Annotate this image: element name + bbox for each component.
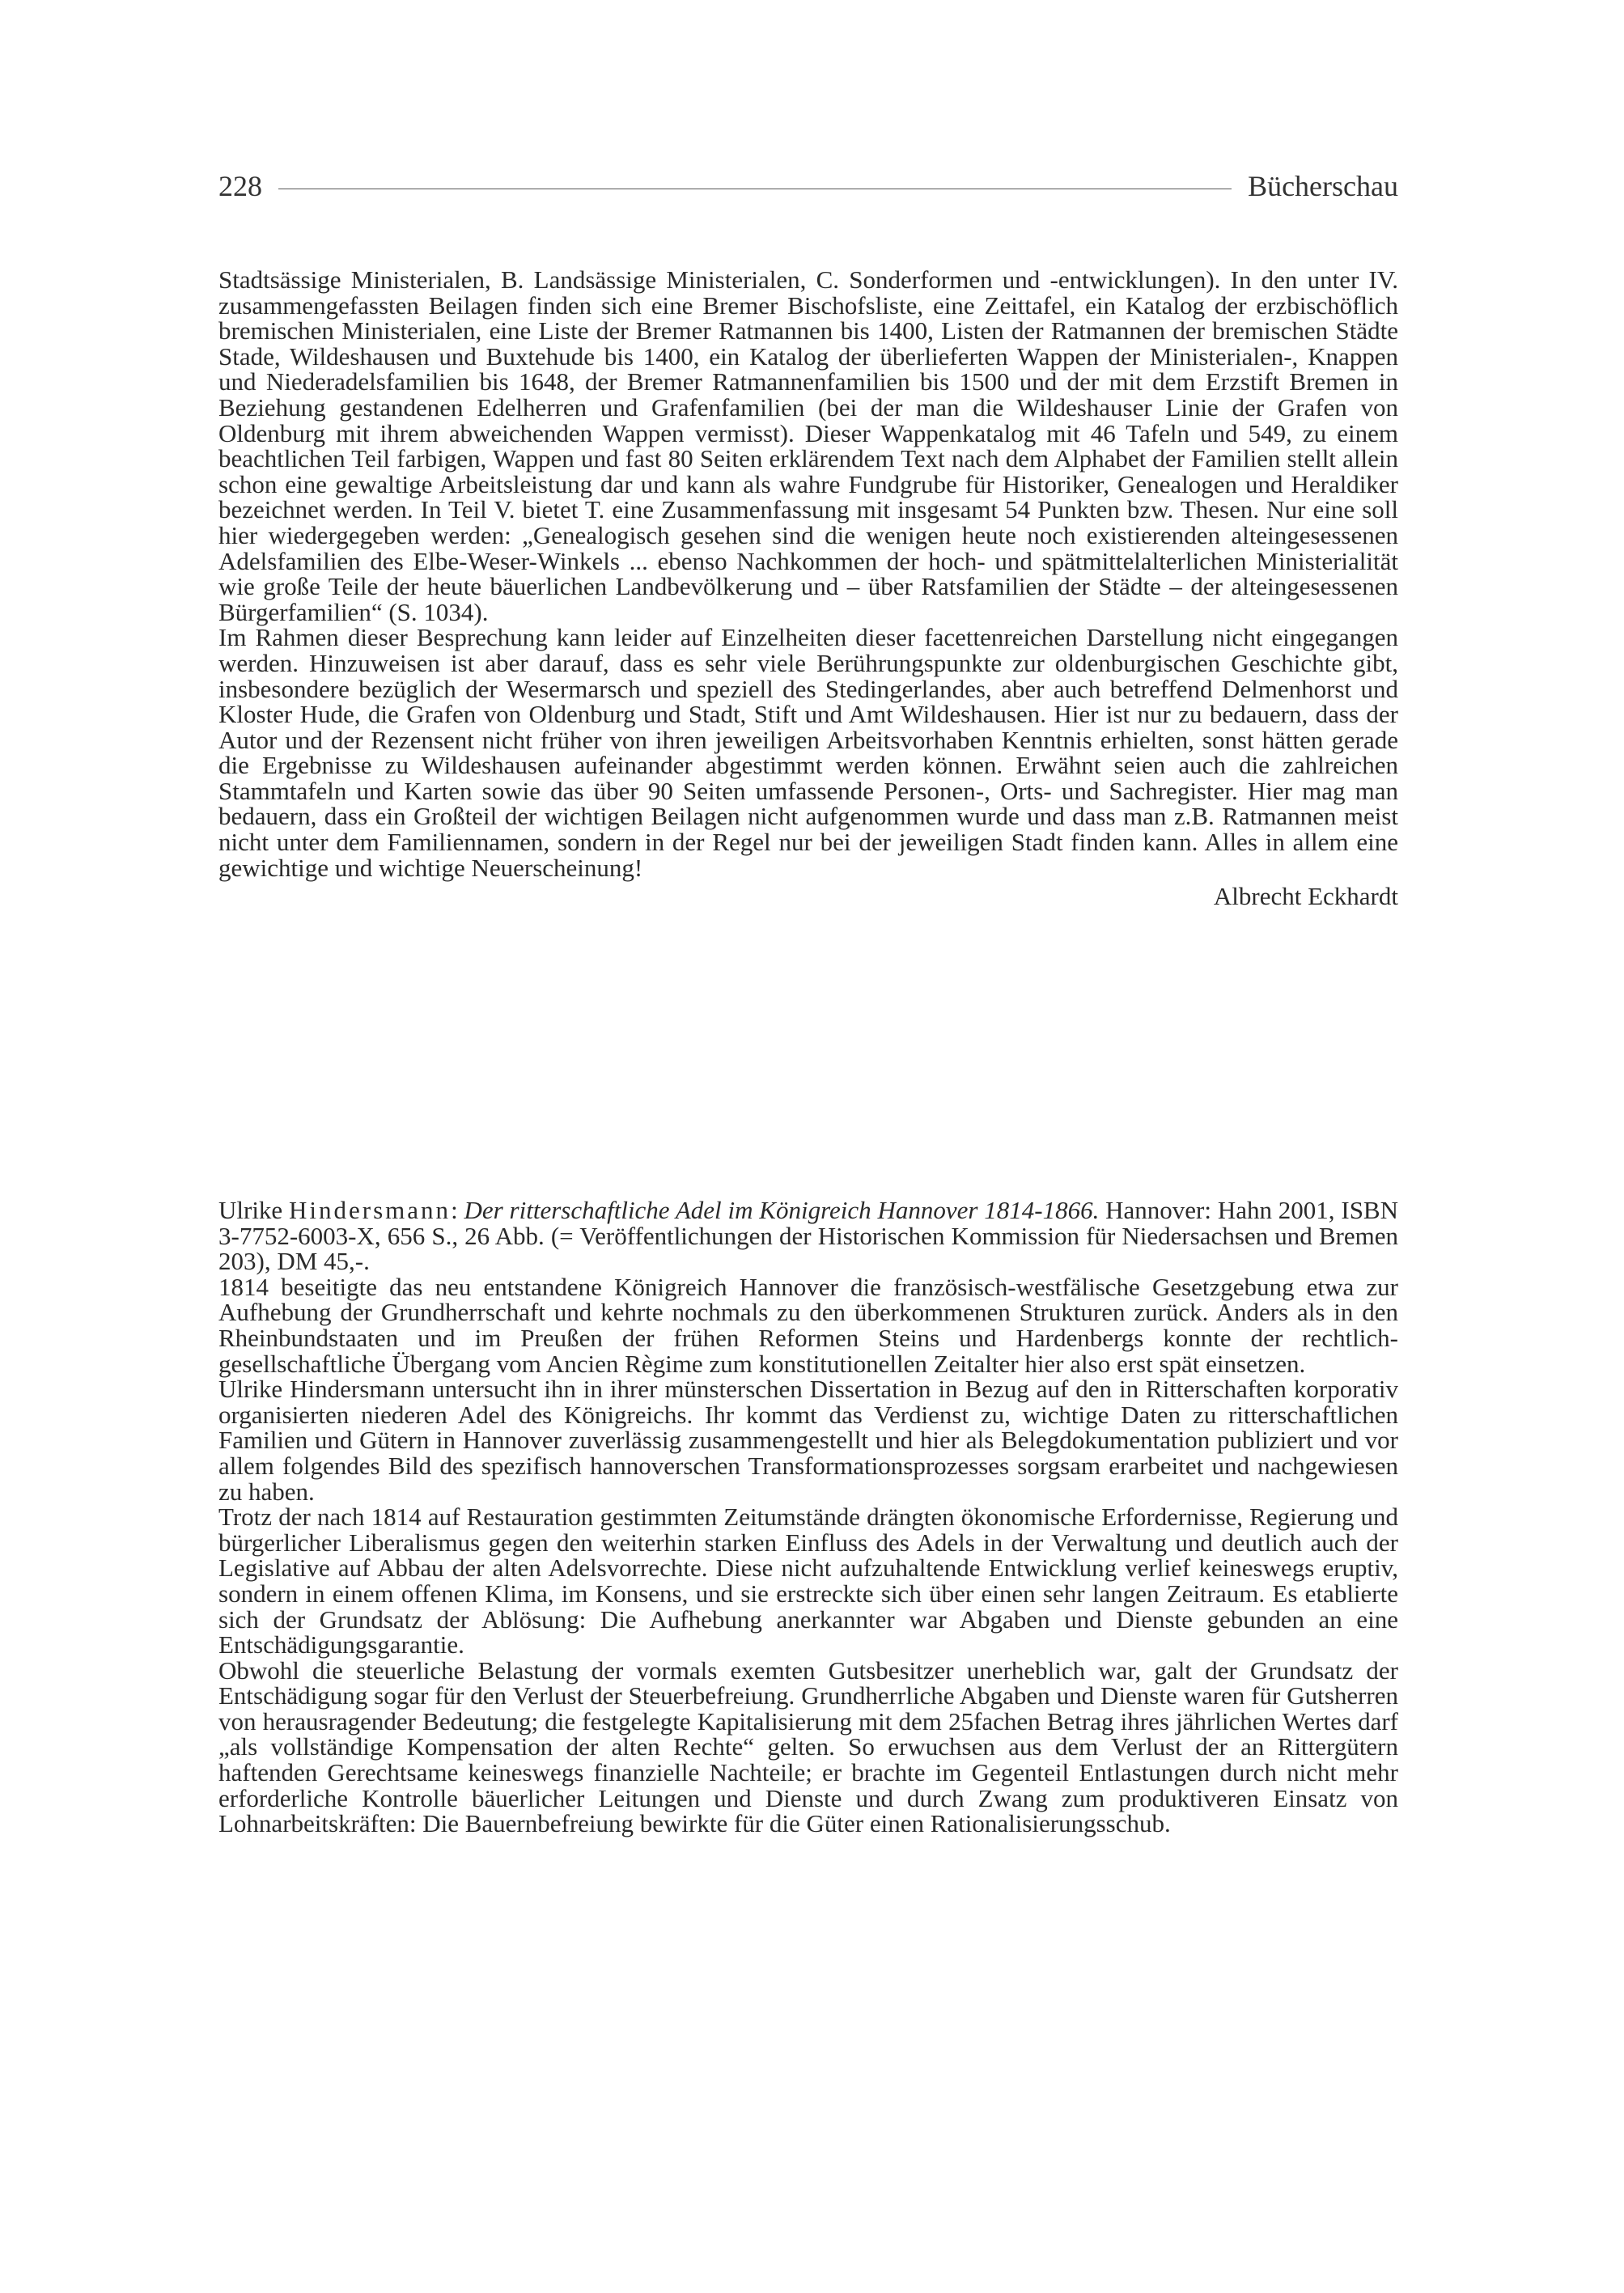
page-number: 228 [218,170,262,202]
review1-paragraph-1: Stadtsässige Ministerialen, B. Landsässige Ministerialen, C. Sonderformen und -entwicklungen). In den unter IV. zusammengefassten Beilagen finden sich eine Bremer Bischofsliste, eine Zeittafel, ein Katalog der erzbischöflich bremischen Ministerialen, eine Liste der Bremer Ratmannen bis 1400, Listen der Ratmannen der bremischen Städte Stade, Wildeshausen und Buxtehude bis 1400, ein Katalog der überlieferten Wappen der Ministerialen-, Knappen und Niederadelsfamilien bis 1648, der Bremer Ratmannenfamilien bis 1500 und der mit dem Erzstift Bremen in Beziehung gestandenen Edelherren und Grafenfamilien (bei der man die Wildeshauser Linie der Grafen von Oldenburg mit ihrem abweichenden Wappen vermisst). Dieser Wappenkatalog mit 46 Tafeln und 549, zu einem beachtlichen Teil farbigen, Wappen und fast 80 Seiten erklärendem Text nach dem Alphabet der Familien stellt allein schon eine gewaltige Arbeitsleistung dar und kann als wahre Fundgrube für Historiker, Genealogen und Heraldiker bezeichnet werden. In Teil V. bietet T. eine Zusammenfassung mit insgesamt 54 Punkten bzw. Thesen. Nur eine soll hier wiedergegeben werden: „Genealogisch gesehen sind die wenigen heute noch existierenden alteingesessenen Adelsfamilien des Elbe-Weser-Winkels ... ebenso Nachkommen der hoch- und spätmittelalterlichen Ministerialität wie große Teile der heute bäuerlichen Landbevölkerung und – über Ratsfamilien der Städte – der alteingesessenen Bürgerfamilien“ (S. 1034). [218,265,1398,626]
running-head [218,162,1398,210]
review2-paragraph-3: Trotz der nach 1814 auf Restauration gestimmten Zeitumstände drängten ökonomische Erfordernisse, Regierung und bürgerlicher Liberalismus gegen den weiterhin starken Einfluss des Adels in der Verwaltung und deutlich auch der Legislative auf Abbau der alten Adelsvorrechte. Diese nicht aufzuhaltende Entwicklung verlief keineswegs eruptiv, sondern in einem offenen Klima, im Konsens, und sie erstreckte sich über einen sehr langen Zeitraum. Es etablierte sich der Grundsatz der Ablösung: Die Aufhebung anerkannter war Abgaben und Dienste gebunden an eine Entschädigungsgarantie. [218,1503,1398,1659]
review2-paragraph-1: 1814 beseitigte das neu entstandene Königreich Hannover die französisch-westfälische Gesetzgebung etwa zur Aufhebung der Grundherrschaft und kehrte nochmals zu den überkommenen Strukturen zurück. Anders als in den Rheinbundstaaten und im Preußen der frühen Reformen Steins und Hardenbergs konnte der rechtlich-gesellschaftliche Übergang vom Ancien Règime zum konstitutionellen Zeitalter hier also erst spät einsetzen. [218,1272,1398,1378]
review2-citation: Ulrike Hindersmann: Der ritterschaftliche Adel im Königreich Hannover 1814-1866. Hannover: Hahn 2001, ISBN 3-7752-6003-X, 656 S., 26 Abb. (= Veröffentlichungen der Historischen Kommission für Niedersachsen und Bremen 203), DM 45,-. [218,1196,1398,1276]
citation-author-last: Hindersmann [289,1196,452,1224]
review2-paragraph-4: Obwohl die steuerliche Belastung der vormals exemten Gutsbesitzer unerheblich war, galt der Grundsatz der Entschädigung sogar für den Verlust der Steuerbefreiung. Grundherrliche Abgaben und Dienste waren für Gutsherren von herausragender Bedeutung; die festgelegte Kapitalisierung mit dem 25fachen Betrag ihres jährlichen Wertes darf „als vollständige Kompensation der alten Rechte“ gelten. So erwuchsen aus dem Verlust der an Rittergütern haftenden Gerechtsame keineswegs finanzielle Nachteile; er brachte im Gegenteil Entlastungen durch nicht mehr erforderliche Kontrolle bäuerlicher Leitungen und Dienste und durch Zwang zum produktiveren Einsatz von Lohnarbeitskräften: Die Bauernbefreiung bewirkte für die Güter einen Rationalisierungsschub. [218,1655,1398,1838]
review1-signature: Albrecht Eckhardt [1213,882,1398,911]
review2-paragraph-2: Ulrike Hindersmann untersucht ihn in ihrer münsterschen Dissertation in Bezug auf den in Ritterschaften korporativ organisierten niederen Adel des Königreichs. Ihr kommt das Verdienst zu, wichtige Daten zu ritterschaftlichen Familien und Gütern in Hannover zuverlässig zusammengestellt und hier als Belegdokumentation publiziert und vor allem folgendes Bild des spezifisch hannoverschen Transformationsprozesses sorgsam erarbeitet und nachgewiesen zu haben. [218,1375,1398,1506]
citation-title: Der ritterschaftliche Adel im Königreich Hannover 1814-1866. [464,1196,1100,1224]
review1-paragraph-2: Im Rahmen dieser Besprechung kann leider auf Einzelheiten dieser facettenreichen Darstellung nicht eingegangen werden. Hinzuweisen ist aber darauf, dass es sehr viele Berührungspunkte zur oldenburgischen Geschichte gibt, insbesondere bezüglich der Wesermarsch und speziell des Stedingerlandes, aber auch betreffend Delmenhorst und Kloster Hude, die Grafen von Oldenburg und Stadt, Stift und Amt Wildeshausen. Hier ist nur zu bedauern, dass der Autor und der Rezensent nicht früher von ihren jeweiligen Arbeitsvorhaben Kenntnis erhielten, sonst hätten gerade die Ergebnisse zu Wildeshausen aufeinander abgestimmt werden können. Erwähnt seien auch die zahlreichen Stammtafeln und Karten sowie das über 90 Seiten umfassende Personen-, Orts- und Sachregister. Hier mag man bedauern, dass ein Großteil der wichtigen Beilagen nicht aufgenommen wurde und dass man z.B. Ratmannen meist nicht unter dem Familiennamen, sondern in der Regel nur bei der jeweiligen Stadt finden kann. Alles in allem eine gewichtige und wichtige Neuerscheinung! [218,623,1398,882]
citation-author-first: Ulrike [218,1196,283,1224]
review-hindersmann [218,1197,1398,1837]
review-eckhardt [218,267,1398,909]
citation-details: Hannover: Hahn 2001, ISBN 3-7752-6003-X, 656 S., 26 Abb. (= Veröffentlichungen der Historischen Kommission für Niedersachsen und Bremen 203), DM 45,-. [218,1196,1398,1276]
section-title: Bücherschau [1248,170,1398,202]
